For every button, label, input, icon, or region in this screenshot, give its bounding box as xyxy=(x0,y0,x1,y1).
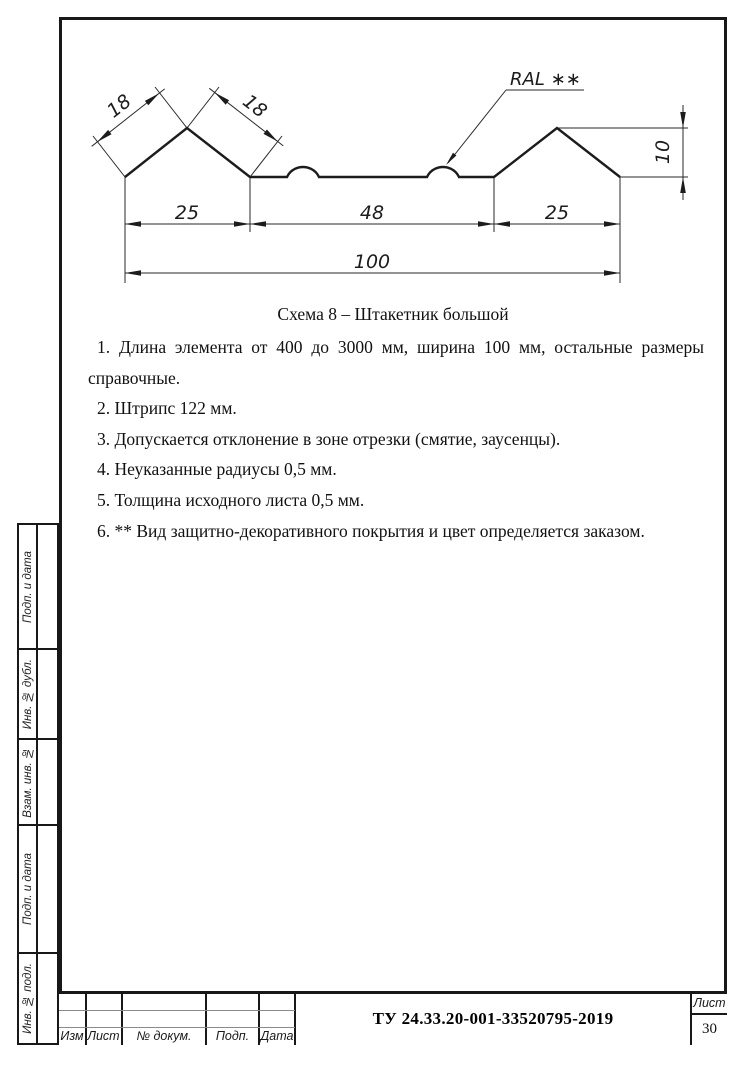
figure-caption: Схема 8 – Штакетник большой xyxy=(277,304,509,324)
dim-48: 48 xyxy=(359,202,385,224)
sidebar-blank-cell xyxy=(38,826,57,952)
sheet-number: 30 xyxy=(702,1020,717,1037)
sidebar-label: Подп. и дата xyxy=(21,853,34,925)
note-1: 1. Длина элемента от 400 до 3000 мм, ширина 100 мм, остальные размеры справочные. xyxy=(88,337,704,388)
dim-18-right: 18 xyxy=(238,90,272,123)
dim-100: 100 xyxy=(353,251,391,273)
sheet-label: Лист xyxy=(693,996,726,1010)
sidebar-label: Инв. № подл. xyxy=(21,963,34,1034)
picket-profile-outline xyxy=(125,128,620,177)
ral-coating-label: RAL ∗∗ xyxy=(510,69,581,90)
sidebar-label: Взам. инв. № xyxy=(21,746,34,818)
note-3: 3. Допускается отклонение в зоне отрезки (смятие, заусенцы). xyxy=(97,428,561,449)
tb-col-izm: Изм xyxy=(60,1029,84,1043)
tb-col-list: Лист xyxy=(87,1029,120,1043)
dim-18-left: 18 xyxy=(102,90,136,123)
dimension-lines xyxy=(92,88,683,273)
extension-lines xyxy=(93,87,688,283)
sidebar-blank-cell xyxy=(38,740,57,824)
sidebar-section-inv-podl xyxy=(17,952,59,1045)
sidebar-label: Подп. и дата xyxy=(21,550,34,623)
sidebar-section-podp-data-2 xyxy=(17,824,59,954)
note-2: 2. Штрипс 122 мм. xyxy=(97,398,237,419)
document-number: ТУ 24.33.20-001-33520795-2019 xyxy=(372,1009,614,1028)
note-6: 6. ** Вид защитно-декоративного покрытия и цвет определяется заказом. xyxy=(97,520,645,541)
dim-10: 10 xyxy=(652,139,674,165)
dim-25-left: 25 xyxy=(174,202,200,224)
profile-drawing xyxy=(0,0,752,300)
notes-list xyxy=(88,332,704,546)
tb-col-podp: Подп. xyxy=(215,1029,250,1043)
dimension-arrows xyxy=(97,93,686,276)
stamp-sidebar xyxy=(17,523,59,1045)
sidebar-blank-cell xyxy=(38,954,57,1043)
sidebar-blank-cell xyxy=(38,525,57,648)
sidebar-blank-cell xyxy=(38,650,57,738)
sidebar-label: Инв. № дубл. xyxy=(21,658,34,730)
sidebar-section-podp-data-1 xyxy=(17,523,59,650)
tb-col-data: Дата xyxy=(260,1029,294,1043)
tb-col-dokum: № докум. xyxy=(136,1029,192,1043)
dim-25-right: 25 xyxy=(544,202,570,224)
title-block xyxy=(59,991,727,1045)
sidebar-section-vzam-inv xyxy=(17,738,59,826)
note-5: 5. Толщина исходного листа 0,5 мм. xyxy=(97,489,365,510)
sidebar-section-inv-dubl xyxy=(17,648,59,740)
note-4: 4. Неуказанные радиусы 0,5 мм. xyxy=(97,459,337,480)
